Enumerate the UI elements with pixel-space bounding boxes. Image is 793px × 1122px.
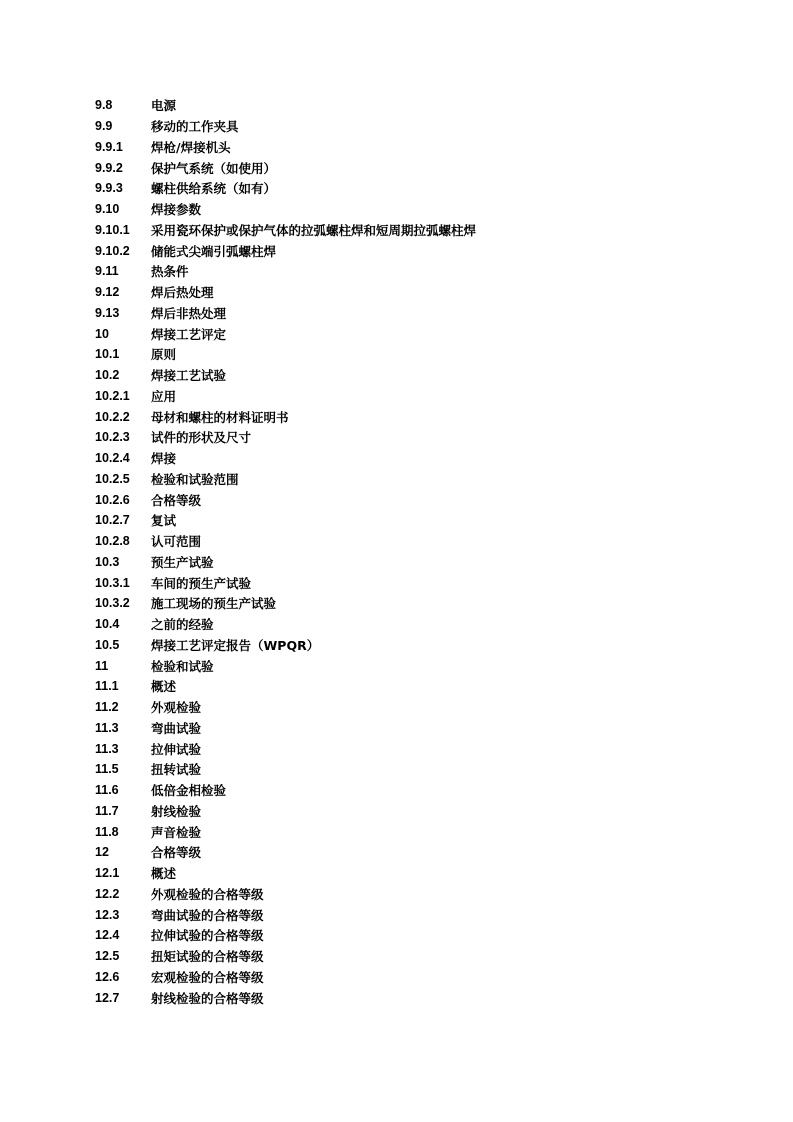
- toc-entry-number: 10.2.8: [95, 534, 130, 549]
- toc-entry-title: 焊接参数: [151, 202, 202, 218]
- toc-entry-title: 预生产试验: [151, 554, 214, 570]
- toc-entry-title: 热条件: [151, 264, 189, 280]
- toc-entry-number: 12.3: [95, 907, 120, 922]
- toc-entry-number: 10.3: [95, 554, 120, 569]
- toc-entry: [95, 801, 715, 822]
- toc-entry-number: 9.12: [95, 285, 120, 300]
- toc-entry-title: 弯曲试验的合格等级: [151, 907, 264, 923]
- toc-entry-title: 车间的预生产试验: [151, 575, 252, 591]
- toc-entry-number: 9.10.1: [95, 222, 130, 237]
- toc-entry-number: 12.6: [95, 969, 120, 984]
- toc-entry-title: 射线检验的合格等级: [151, 990, 264, 1006]
- toc-entry: [95, 261, 715, 282]
- toc-entry: [95, 780, 715, 801]
- toc-entry: [95, 240, 715, 261]
- toc-entry: [95, 157, 715, 178]
- toc-entry: [95, 510, 715, 531]
- toc-entry: [95, 406, 715, 427]
- toc-entry-title: 外观检验的合格等级: [151, 886, 264, 902]
- toc-entry-title: 电源: [151, 98, 177, 114]
- toc-entry-title: 扭转试验: [151, 762, 202, 778]
- toc-entry-number: 12.4: [95, 928, 120, 943]
- toc-entry: [95, 946, 715, 967]
- toc-entry-title: 复试: [151, 513, 177, 529]
- toc-entry-title: 概述: [151, 679, 177, 695]
- toc-entry-title: 螺柱供给系统（如有）: [151, 181, 277, 197]
- toc-entry-number: 9.9.3: [95, 181, 123, 196]
- toc-entry-number: 9.11: [95, 264, 119, 279]
- toc-entry: [95, 593, 715, 614]
- toc-entry-number: 10.2.3: [95, 430, 130, 445]
- toc-entry-title: 储能式尖端引弧螺柱焊: [151, 243, 277, 259]
- toc-entry-number: 9.10: [95, 202, 120, 217]
- toc-entry: [95, 531, 715, 552]
- toc-entry-number: 11.5: [95, 762, 119, 777]
- toc-entry: [95, 987, 715, 1008]
- toc-entry: [95, 137, 715, 158]
- toc-entry-title: 拉伸试验: [151, 741, 202, 757]
- toc-entry-number: 9.10.2: [95, 243, 130, 258]
- toc-entry-number: 10.2.4: [95, 451, 130, 466]
- toc-entry-title: 焊接: [151, 451, 177, 467]
- toc-entry: [95, 469, 715, 490]
- toc-entry-title: 焊枪/焊接机头: [151, 139, 231, 155]
- toc-entry: [95, 904, 715, 925]
- toc-entry-title: 焊后热处理: [151, 285, 214, 301]
- toc-entry: [95, 199, 715, 220]
- toc-entry-number: 12: [95, 845, 109, 860]
- toc-entry-number: 10: [95, 326, 109, 341]
- toc-entry: [95, 842, 715, 863]
- toc-entry-title: 保护气系统（如使用）: [151, 160, 277, 176]
- toc-entry-number: 10.2.7: [95, 513, 130, 528]
- toc-entry-title: 移动的工作夹具: [151, 119, 239, 135]
- toc-entry: [95, 303, 715, 324]
- toc-entry: [95, 95, 715, 116]
- toc-entry-title: 扭矩试验的合格等级: [151, 949, 264, 965]
- toc-entry-title: 低倍金相检验: [151, 783, 227, 799]
- toc-entry-number: 10.3.1: [95, 575, 130, 590]
- toc-entry-title: 采用瓷环保护或保护气体的拉弧螺柱焊和短周期拉弧螺柱焊: [151, 222, 477, 238]
- toc-entry-title: 外观检验: [151, 700, 202, 716]
- toc-entry-number: 12.5: [95, 949, 120, 964]
- toc-entry-number: 11.3: [95, 741, 119, 756]
- toc-entry-title: 拉伸试验的合格等级: [151, 928, 264, 944]
- toc-entry-number: 10.1: [95, 347, 120, 362]
- toc-entry-title: 焊后非热处理: [151, 305, 227, 321]
- toc-entry-title: 焊接工艺评定报告（WPQR）: [151, 637, 320, 653]
- toc-entry: [95, 635, 715, 656]
- toc-entry-title: 合格等级: [151, 492, 202, 508]
- toc-entry: [95, 863, 715, 884]
- table-of-contents: [95, 95, 715, 1008]
- toc-entry: [95, 759, 715, 780]
- toc-entry-number: 10.4: [95, 617, 120, 632]
- toc-entry-number: 12.7: [95, 990, 120, 1005]
- toc-entry-number: 10.2.1: [95, 388, 130, 403]
- toc-entry: [95, 489, 715, 510]
- toc-entry-title: 认可范围: [151, 534, 202, 550]
- toc-entry: [95, 967, 715, 988]
- toc-entry: [95, 738, 715, 759]
- toc-entry: [95, 116, 715, 137]
- toc-entry-number: 11.3: [95, 720, 119, 735]
- toc-entry: [95, 718, 715, 739]
- toc-entry-number: 10.5: [95, 637, 120, 652]
- toc-entry: [95, 427, 715, 448]
- toc-entry-number: 11: [95, 658, 109, 673]
- toc-entry-title: 原则: [151, 347, 177, 363]
- toc-entry-number: 10.2: [95, 368, 120, 383]
- toc-entry: [95, 697, 715, 718]
- toc-entry-number: 11.7: [95, 803, 119, 818]
- toc-entry-title: 母材和螺柱的材料证明书: [151, 409, 289, 425]
- toc-entry-number: 10.3.2: [95, 596, 130, 611]
- toc-entry: [95, 344, 715, 365]
- toc-entry-number: 10.2.6: [95, 492, 130, 507]
- toc-entry-title: 声音检验: [151, 824, 202, 840]
- toc-entry-number: 9.9.1: [95, 139, 123, 154]
- toc-entry: [95, 365, 715, 386]
- toc-entry: [95, 178, 715, 199]
- toc-entry-number: 10.2.2: [95, 409, 130, 424]
- toc-entry-number: 9.9: [95, 119, 113, 134]
- toc-entry-number: 9.8: [95, 98, 113, 113]
- toc-entry-number: 12.1: [95, 866, 120, 881]
- toc-entry: [95, 323, 715, 344]
- toc-entry-title: 弯曲试验: [151, 720, 202, 736]
- toc-entry: [95, 676, 715, 697]
- toc-entry: [95, 448, 715, 469]
- toc-entry: [95, 282, 715, 303]
- toc-entry-title: 检验和试验范围: [151, 471, 239, 487]
- toc-entry-title: 应用: [151, 388, 177, 404]
- toc-entry-title: 施工现场的预生产试验: [151, 596, 277, 612]
- toc-entry-number: 11.8: [95, 824, 119, 839]
- toc-entry: [95, 655, 715, 676]
- toc-entry: [95, 552, 715, 573]
- toc-entry-title: 射线检验: [151, 803, 202, 819]
- toc-entry-title: 焊接工艺评定: [151, 326, 227, 342]
- toc-entry: [95, 614, 715, 635]
- toc-entry: [95, 821, 715, 842]
- toc-entry-title: 检验和试验: [151, 658, 214, 674]
- toc-entry-number: 12.2: [95, 886, 120, 901]
- toc-entry: [95, 572, 715, 593]
- toc-entry: [95, 220, 715, 241]
- toc-entry-title: 合格等级: [151, 845, 202, 861]
- toc-entry-number: 9.9.2: [95, 160, 123, 175]
- toc-entry-number: 11.1: [95, 679, 119, 694]
- toc-entry-title: 之前的经验: [151, 617, 214, 633]
- toc-entry-title: 试件的形状及尺寸: [151, 430, 252, 446]
- toc-entry-title: 宏观检验的合格等级: [151, 969, 264, 985]
- toc-entry: [95, 884, 715, 905]
- toc-entry-title: 概述: [151, 866, 177, 882]
- toc-entry: [95, 925, 715, 946]
- toc-entry-number: 9.13: [95, 305, 120, 320]
- toc-entry: [95, 386, 715, 407]
- toc-entry-number: 11.6: [95, 783, 119, 798]
- toc-entry-title: 焊接工艺试验: [151, 368, 227, 384]
- toc-entry-number: 11.2: [95, 700, 119, 715]
- toc-entry-number: 10.2.5: [95, 471, 130, 486]
